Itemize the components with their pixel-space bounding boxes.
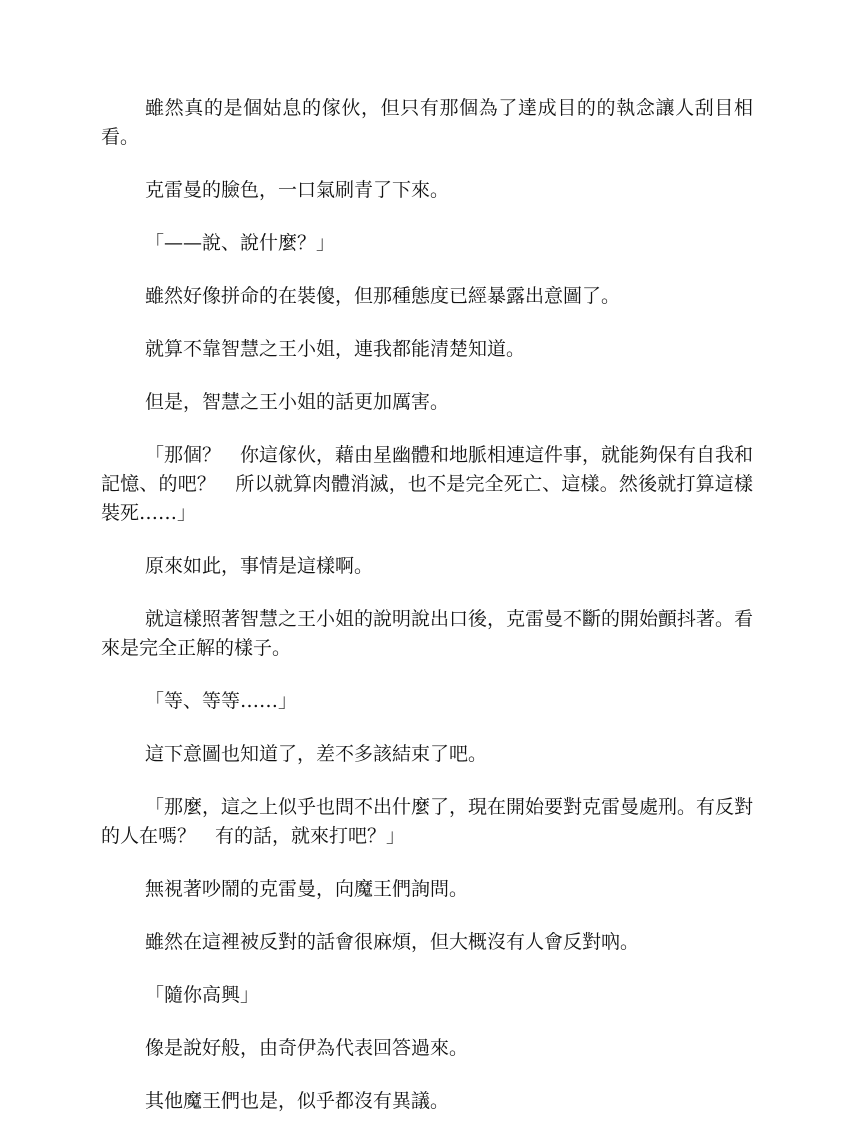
paragraph: 就這樣照著智慧之王小姐的說明說出口後，克雷曼不斷的開始顫抖著。看來是完全正解的樣子。: [101, 608, 754, 659]
paragraph: 這下意圖也知道了，差不多該結束了吧。: [145, 743, 488, 765]
paragraph: 雖然在這裡被反對的話會很麻煩，但大概沒有人會反對吶。: [145, 931, 640, 953]
paragraph: 克雷曼的臉色，一口氣刷青了下來。: [145, 179, 450, 201]
document-page: [101, 94, 753, 1140]
paragraph: 原來如此，事情是這樣啊。: [145, 555, 374, 577]
paragraph: 雖然真的是個姑息的傢伙，但只有那個為了達成目的的執念讓人刮目相看。: [101, 97, 753, 148]
paragraph: 「等、等等……」: [145, 690, 298, 712]
paragraph: 像是說好般，由奇伊為代表回答過來。: [145, 1037, 469, 1059]
paragraph: 無視著吵鬧的克雷曼，向魔王們詢問。: [145, 878, 469, 900]
paragraph: 「那麼，這之上似乎也問不出什麼了，現在開始要對克雷曼處刑。有反對的人在嗎？ 有的話，就來打吧？」: [101, 796, 754, 847]
paragraph: 就算不靠智慧之王小姐，連我都能清楚知道。: [145, 338, 526, 360]
paragraph: 其他魔王們也是，似乎都沒有異議。: [145, 1090, 450, 1112]
paragraph: 「那個？ 你這傢伙，藉由星幽體和地脈相連這件事，就能夠保有自我和記憶、的吧？ 所以就算肉體消滅，也不是完全死亡、這樣。然後就打算這樣裝死……」: [101, 444, 754, 524]
paragraph: 「隨你高興」: [145, 984, 260, 1006]
paragraph: 「——說、說什麼？」: [145, 232, 336, 254]
paragraph: 雖然好像拼命的在裝傻，但那種態度已經暴露出意圖了。: [145, 285, 621, 307]
paragraph: 但是，智慧之王小姐的話更加厲害。: [145, 391, 450, 413]
